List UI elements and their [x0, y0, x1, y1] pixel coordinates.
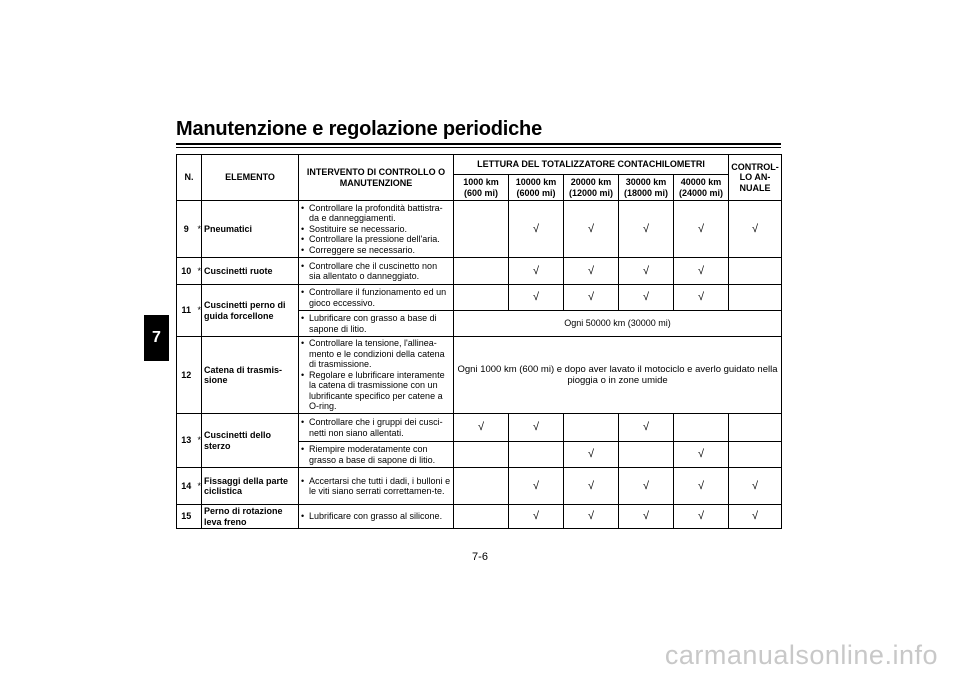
check-cell [454, 258, 509, 285]
check-cell [454, 201, 509, 258]
row-element: Cuscinetti perno di guida forcellone [202, 285, 299, 337]
row-number: 15 [177, 505, 196, 529]
action-item: • Sostituire se necessario. [301, 224, 451, 235]
interval-header-2: 10000 km (6000 mi) [509, 175, 564, 201]
checkmark: √ [509, 468, 564, 505]
check-cell [564, 414, 619, 442]
dealer-asterisk: * [196, 201, 202, 258]
row-element: Fissaggi della parte ciclistica [202, 468, 299, 505]
row-element: Cuscinetti dello sterzo [202, 414, 299, 468]
page-title: Manutenzione e regolazione periodiche [176, 118, 542, 140]
checkmark: √ [564, 285, 619, 311]
table-row-9 [177, 201, 782, 258]
checkmark: √ [509, 258, 564, 285]
checkmark: √ [619, 258, 674, 285]
checkmark: √ [729, 505, 782, 529]
row-number: 10 [177, 258, 196, 285]
check-cell [729, 285, 782, 311]
action-item: • Controllare che i gruppi dei cusci-netti non siano allentati. [301, 417, 451, 438]
chapter-tab[interactable]: 7 [144, 315, 169, 361]
action-item: • Riempire moderatamente con grasso a base di sapone di litio. [301, 444, 451, 465]
interval-header-5: 40000 km (24000 mi) [674, 175, 729, 201]
action-item: • Lubrificare con grasso a base di sapone di litio. [301, 313, 451, 334]
dealer-asterisk: * [196, 285, 202, 337]
checkmark: √ [564, 201, 619, 258]
row-actions [299, 258, 454, 285]
checkmark: √ [674, 468, 729, 505]
checkmark: √ [729, 468, 782, 505]
header-action: INTERVENTO DI CONTROLLO O MANUTENZIONE [299, 155, 454, 201]
check-cell [454, 468, 509, 505]
title-rule-thick [176, 143, 781, 145]
row-number: 14 [177, 468, 196, 505]
checkmark: √ [509, 414, 564, 442]
checkmark: √ [509, 285, 564, 311]
interval-header-3: 20000 km (12000 mi) [564, 175, 619, 201]
dealer-asterisk: * [196, 468, 202, 505]
row-number: 9 [177, 201, 196, 258]
row-number: 12 [177, 337, 196, 414]
check-cell [729, 414, 782, 442]
checkmark: √ [619, 285, 674, 311]
dealer-asterisk: * [196, 414, 202, 468]
header-element: ELEMENTO [202, 155, 299, 201]
checkmark: √ [509, 505, 564, 529]
checkmark: √ [564, 258, 619, 285]
row-element: Pneumatici [202, 201, 299, 258]
interval-note: Ogni 1000 km (600 mi) e dopo aver lavato il motociclo e averlo guidato nella pioggia o in zone umide [454, 337, 782, 414]
check-cell [619, 442, 674, 468]
header-annual-check: CONTROL-LO AN-NUALE [729, 155, 782, 201]
checkmark: √ [674, 258, 729, 285]
dealer-asterisk: * [196, 258, 202, 285]
action-item: • Lubrificare con grasso al silicone. [301, 511, 451, 522]
watermark: carmanualsonline.info [664, 640, 938, 670]
row-actions [299, 337, 454, 414]
row-actions [299, 201, 454, 258]
maintenance-table [176, 154, 782, 529]
table-row-11 [177, 285, 782, 311]
action-item: • Controllare la pressione dell'aria. [301, 234, 451, 245]
check-cell [729, 258, 782, 285]
row-actions [299, 442, 454, 468]
check-cell [454, 442, 509, 468]
row-actions [299, 468, 454, 505]
check-cell [729, 442, 782, 468]
action-item: • Correggere se necessario. [301, 245, 451, 256]
checkmark: √ [564, 468, 619, 505]
row-element: Perno di rotazione leva freno [202, 505, 299, 529]
action-item: • Controllare il funzionamento ed un gioco eccessivo. [301, 287, 451, 308]
interval-header-4: 30000 km (18000 mi) [619, 175, 674, 201]
row-actions [299, 285, 454, 311]
checkmark: √ [674, 201, 729, 258]
row-number: 13 [177, 414, 196, 468]
checkmark: √ [509, 201, 564, 258]
checkmark: √ [674, 505, 729, 529]
checkmark: √ [619, 414, 674, 442]
checkmark: √ [674, 442, 729, 468]
table-row-14 [177, 468, 782, 505]
action-item: • Controllare la profondità battistra-da e danneggiamenti. [301, 203, 451, 224]
checkmark: √ [454, 414, 509, 442]
checkmark: √ [619, 468, 674, 505]
check-cell [509, 442, 564, 468]
action-item: • Accertarsi che tutti i dadi, i bulloni e le viti siano serrati correttamen-te. [301, 476, 451, 497]
table-row-10 [177, 258, 782, 285]
title-rule-thin [176, 147, 781, 148]
checkmark: √ [729, 201, 782, 258]
row-actions [299, 414, 454, 442]
check-cell [454, 285, 509, 311]
action-item: • Regolare e lubrificare interamente la catena di trasmissione con un lubrificante specifico per catene a O-ring. [301, 370, 451, 412]
page-number: 7-6 [472, 551, 488, 563]
row-actions [299, 311, 454, 337]
table-row-12 [177, 337, 782, 414]
interval-header-1: 1000 km (600 mi) [454, 175, 509, 201]
checkmark: √ [619, 505, 674, 529]
action-item: • Controllare che il cuscinetto non sia allentato o danneggiato. [301, 261, 451, 282]
table-row-15 [177, 505, 782, 529]
action-item: • Controllare la tensione, l'allinea-mento e le condizioni della catena di trasmissione. [301, 338, 451, 370]
row-element: Cuscinetti ruote [202, 258, 299, 285]
checkmark: √ [564, 442, 619, 468]
interval-note: Ogni 50000 km (30000 mi) [454, 311, 782, 337]
checkmark: √ [564, 505, 619, 529]
checkmark: √ [619, 201, 674, 258]
table-row-13 [177, 414, 782, 442]
check-cell [454, 505, 509, 529]
checkmark: √ [674, 285, 729, 311]
header-odometer: LETTURA DEL TOTALIZZATORE CONTACHILOMETRI [454, 155, 729, 175]
check-cell [674, 414, 729, 442]
header-n: N. [177, 155, 202, 201]
row-number: 11 [177, 285, 196, 337]
row-element: Catena di trasmis-sione [202, 337, 299, 414]
row-actions [299, 505, 454, 529]
